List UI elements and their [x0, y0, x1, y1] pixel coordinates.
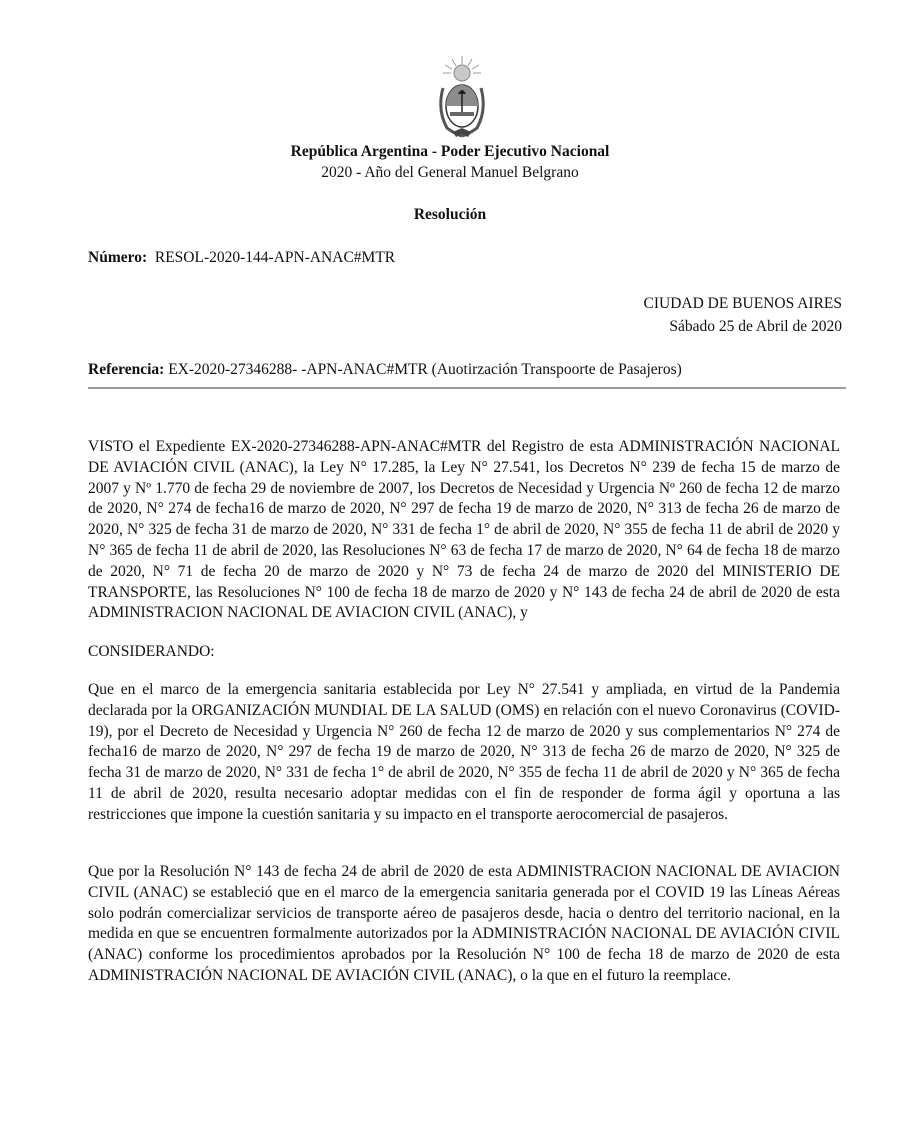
numero-value: RESOL-2020-144-APN-ANAC#MTR: [154, 249, 396, 266]
numero-label: Número:: [88, 249, 148, 266]
city: CIUDAD DE BUENOS AIRES: [643, 295, 842, 312]
considerando-paragraph-2: Que por la Resolución N° 143 de fecha 24 de abril de 2020 de esta ADMINISTRACION NACIONAL DE AVIACION CIVIL (ANAC) se estableció que en el marco de la emergencia sanitaria generada por el COVID 19 las Líneas Aéreas solo podrán comercializar servicios de transporte aéreo de pasajeros desde, hacia o dentro del territorio nacional, en la medida en que se encuentren formalmente autorizados por la ADMINISTRACIÓN NACIONAL DE AVIACIÓN CIVIL (ANAC) conforme los procedimientos aprobados por la Resolución N° 100 de fecha 18 de marzo de 2020 de esta ADMINISTRACIÓN NACIONAL DE AVIACIÓN CIVIL (ANAC), o la que en el futuro la reemplace.: [88, 863, 840, 984]
referencia-label: Referencia:: [88, 361, 165, 378]
document-number: [88, 249, 395, 267]
considerando-paragraph-1: Que en el marco de la emergencia sanitaria establecida por Ley N° 27.541 y ampliada, en virtud de la Pandemia declarada por la ORGANIZACIÓN MUNDIAL DE LA SALUD (OMS) en relación con el nuevo Coronavirus (COVID-19), por el Decreto de Necesidad y Urgencia N° 260 de fecha 12 de marzo de 2020 y sus complementarios N° 274 de fecha16 de marzo de 2020, N° 297 de fecha 19 de marzo de 2020, N° 313 de fecha 26 de marzo de 2020, N° 325 de fecha 31 de marzo de 2020, N° 331 de fecha 1° de abril de 2020, N° 355 de fecha 11 de abril de 2020 y N° 365 de fecha 11 de abril de 2020, resulta necesario adoptar medidas con el fin de responder de forma ágil y oportuna a las restricciones que impone la cuestión sanitaria y su impacto en el transporte aerocomercial de pasajeros.: [88, 681, 840, 823]
divider: [88, 387, 846, 389]
reference: [88, 361, 682, 379]
considerando-heading: CONSIDERANDO:: [88, 643, 215, 660]
visto-paragraph: VISTO el Expediente EX-2020-27346288-APN-ANAC#MTR del Registro de esta ADMINISTRACIÓN NACIONAL DE AVIACIÓN CIVIL (ANAC), la Ley N° 17.285, la Ley N° 27.541, los Decretos N° 239 de fecha 15 de marzo de 2007 y Nº 1.770 de fecha 29 de noviembre de 2007, los Decretos de Necesidad y Urgencia Nº 260 de fecha 12 de marzo de 2020, N° 274 de fecha16 de marzo de 2020, N° 297 de fecha 19 de marzo de 2020, N° 313 de fecha 26 de marzo de 2020, N° 325 de fecha 31 de marzo de 2020, N° 331 de fecha 1° de abril de 2020, N° 355 de fecha 11 de abril de 2020 y N° 365 de fecha 11 de abril de 2020, las Resoluciones N° 63 de fecha 17 de marzo de 2020, N° 64 de fecha 18 de marzo de 2020, N° 71 de fecha 20 de marzo de 2020 y N° 73 de fecha 24 de marzo de 2020 del MINISTERIO DE TRANSPORTE, las Resoluciones N° 100 de fecha 18 de marzo de 2020 y N° 143 de fecha 24 de abril de 2020 de esta ADMINISTRACION NACIONAL DE AVIACION CIVIL (ANAC), y: [88, 438, 840, 622]
document-type: Resolución: [413, 206, 487, 223]
referencia-value: EX-2020-27346288- -APN-ANAC#MTR (Auotirzación Transpoorte de Pasajeros): [168, 361, 682, 378]
header-subtitle: 2020 - Año del General Manuel Belgrano: [321, 164, 579, 181]
argentina-coat-of-arms-icon: [435, 54, 489, 140]
date: Sábado 25 de Abril de 2020: [669, 318, 842, 335]
header-title: República Argentina - Poder Ejecutivo Nacional: [290, 143, 610, 160]
